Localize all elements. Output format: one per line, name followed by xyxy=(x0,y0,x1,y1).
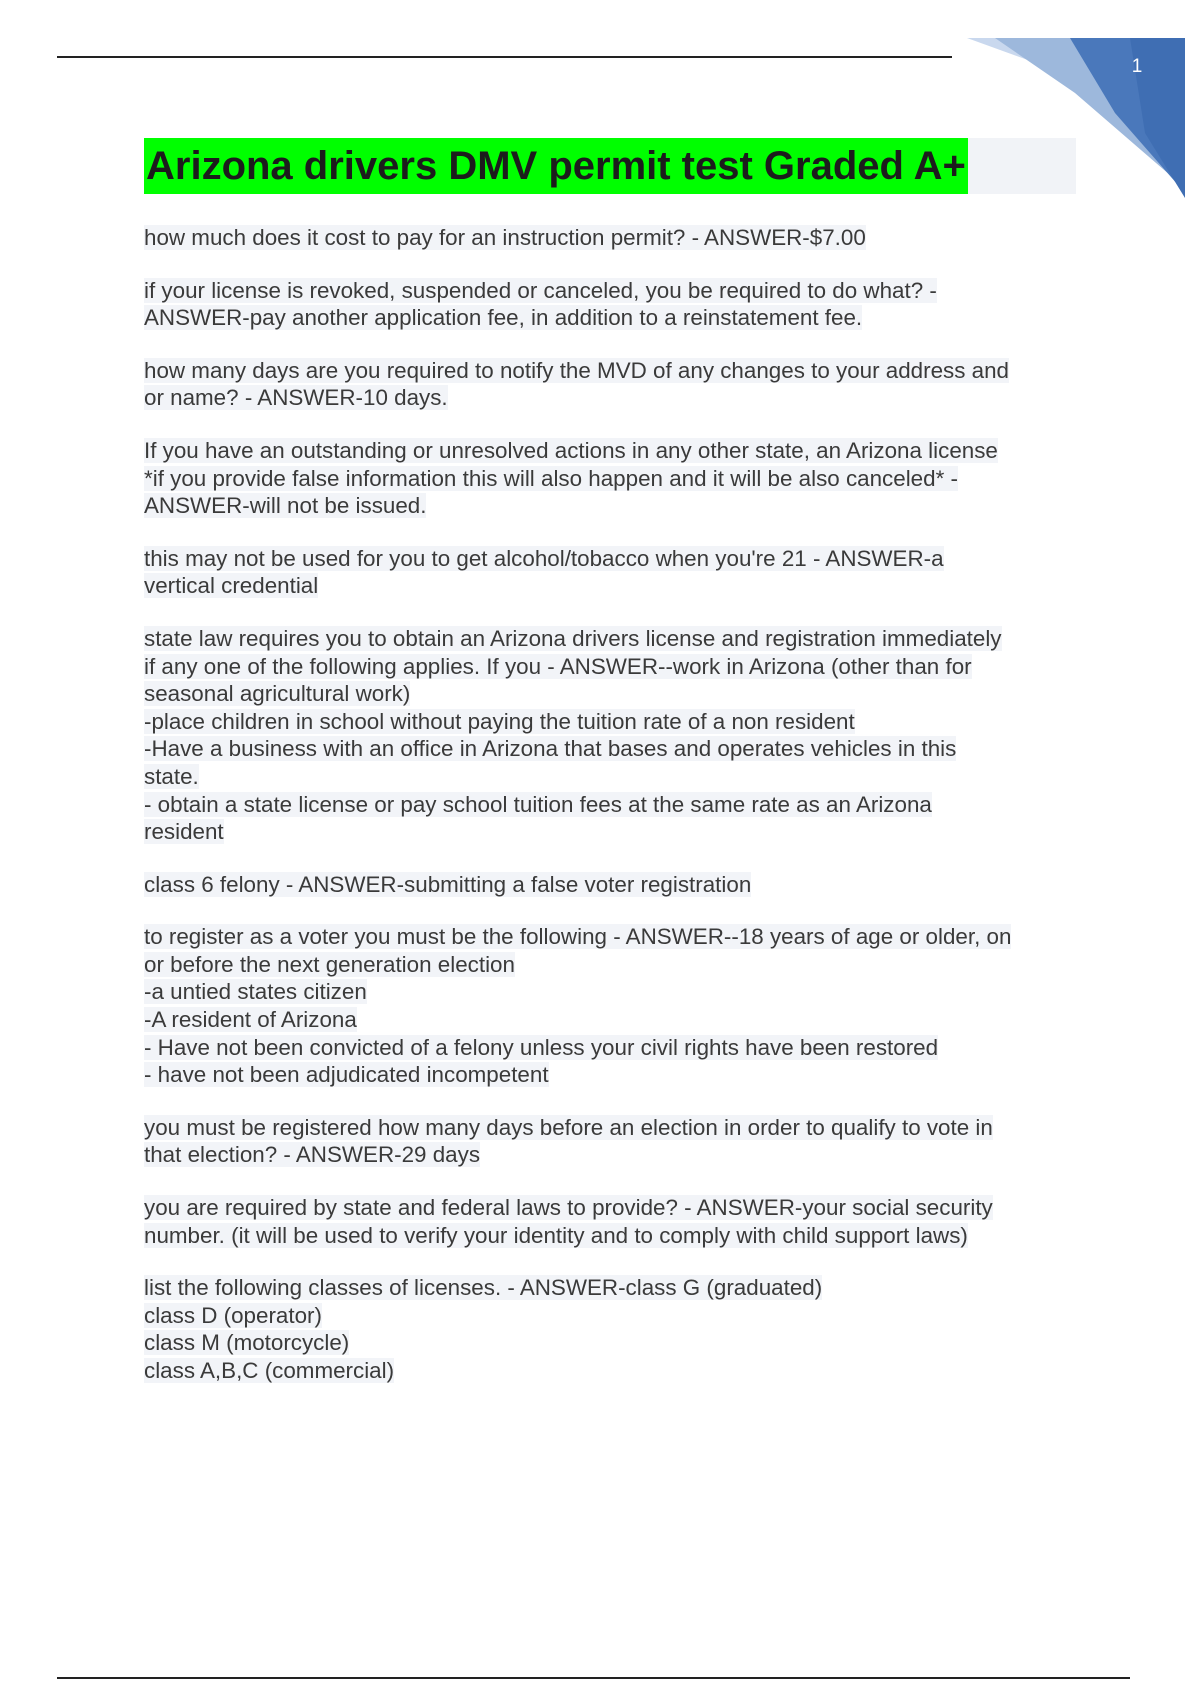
qa-item xyxy=(144,871,1079,899)
qa-line xyxy=(144,951,1079,979)
qa-item xyxy=(144,437,1079,520)
qa-line xyxy=(144,1006,1079,1034)
qa-item xyxy=(144,1274,1079,1384)
qa-line-text: how much does it cost to pay for an instruction permit? - ANSWER-$7.00 xyxy=(144,225,866,250)
footer-rule xyxy=(57,1677,1130,1679)
qa-line-text: you are required by state and federal laws to provide? - ANSWER-your social security xyxy=(144,1195,993,1221)
qa-line xyxy=(144,653,1079,681)
page-number: 1 xyxy=(1131,56,1143,77)
qa-line xyxy=(144,1329,1079,1357)
qa-line xyxy=(144,1141,1079,1169)
qa-line-text: *if you provide false information this will also happen and it will be also canceled* - xyxy=(144,465,958,491)
qa-line xyxy=(144,708,1079,736)
qa-line xyxy=(144,1114,1079,1142)
qa-line-text: - Have not been convicted of a felony unless your civil rights have been restored xyxy=(144,1034,939,1060)
qa-line xyxy=(144,465,1079,493)
qa-line xyxy=(144,1357,1079,1385)
qa-line xyxy=(144,791,1079,819)
qa-line xyxy=(144,384,1079,412)
qa-line xyxy=(144,1194,1079,1222)
qa-line xyxy=(144,735,1079,763)
qa-line xyxy=(144,437,1079,465)
qa-item xyxy=(144,625,1079,846)
qa-line xyxy=(144,625,1079,653)
qa-line-text: or before the next generation election xyxy=(144,951,515,977)
qa-line xyxy=(144,572,1079,600)
qa-line xyxy=(144,680,1079,708)
qa-line xyxy=(144,978,1079,1006)
qa-line xyxy=(144,492,1079,520)
qa-line-text: class D (operator) xyxy=(144,1302,322,1328)
qa-line-text: number. (it will be used to verify your identity and to comply with child support laws) xyxy=(144,1222,968,1248)
qa-line-text: -A resident of Arizona xyxy=(144,1007,357,1033)
qa-line-text: resident xyxy=(144,819,224,845)
document-body xyxy=(144,138,1079,1410)
qa-line xyxy=(144,1222,1079,1250)
qa-line-text: if any one of the following applies. If you - ANSWER--work in Arizona (other than for xyxy=(144,653,972,679)
document-title: Arizona drivers DMV permit test Graded A+ xyxy=(144,138,968,194)
qa-item xyxy=(144,923,1079,1089)
qa-line xyxy=(144,277,1079,305)
qa-item xyxy=(144,224,1079,252)
qa-line xyxy=(144,1034,1079,1062)
qa-line xyxy=(144,871,1079,899)
qa-item xyxy=(144,1114,1079,1169)
qa-line-text: If you have an outstanding or unresolved actions in any other state, an Arizona license xyxy=(144,437,998,463)
qa-line-text: or name? - ANSWER-10 days. xyxy=(144,385,448,411)
qa-line xyxy=(144,545,1079,573)
qa-line-text: -Have a business with an office in Arizona that bases and operates vehicles in this xyxy=(144,736,957,762)
qa-line-text: class M (motorcycle) xyxy=(144,1330,350,1356)
title-block xyxy=(144,138,1076,194)
qa-list xyxy=(144,224,1079,1385)
qa-line xyxy=(144,357,1079,385)
qa-line-text: seasonal agricultural work) xyxy=(144,681,411,707)
qa-line xyxy=(144,1274,1079,1302)
qa-line xyxy=(144,763,1079,791)
qa-line-text: ANSWER-pay another application fee, in addition to a reinstatement fee. xyxy=(144,305,863,331)
qa-line xyxy=(144,818,1079,846)
qa-line xyxy=(144,1061,1079,1089)
qa-item xyxy=(144,1194,1079,1249)
qa-line-text: to register as a voter you must be the following - ANSWER--18 years of age or older, on xyxy=(144,924,1012,950)
qa-line-text: state. xyxy=(144,763,199,789)
qa-line-text: you must be registered how many days before an election in order to qualify to vote in xyxy=(144,1114,993,1140)
qa-line xyxy=(144,304,1079,332)
qa-line-text: this may not be used for you to get alcohol/tobacco when you're 21 - ANSWER-a xyxy=(144,545,944,571)
qa-line-text: that election? - ANSWER-29 days xyxy=(144,1142,481,1168)
qa-line-text: ANSWER-will not be issued. xyxy=(144,493,427,519)
qa-line-text: -place children in school without paying the tuition rate of a non resident xyxy=(144,708,855,734)
qa-line-text: if your license is revoked, suspended or canceled, you be required to do what? - xyxy=(144,277,937,303)
qa-line-text: state law requires you to obtain an Arizona drivers license and registration immediately xyxy=(144,625,1002,651)
qa-line-text: list the following classes of licenses. - ANSWER-class G (graduated) xyxy=(144,1275,823,1301)
qa-line xyxy=(144,923,1079,951)
qa-line xyxy=(144,224,1079,252)
qa-line xyxy=(144,1302,1079,1330)
qa-item xyxy=(144,357,1079,412)
qa-line-text: how many days are you required to notify the MVD of any changes to your address and xyxy=(144,357,1010,383)
qa-line-text: - obtain a state license or pay school tuition fees at the same rate as an Arizona xyxy=(144,791,932,817)
qa-line-text: vertical credential xyxy=(144,573,319,599)
qa-item xyxy=(144,545,1079,600)
qa-line-text: class 6 felony - ANSWER-submitting a false voter registration xyxy=(144,871,752,897)
qa-line-text: -a untied states citizen xyxy=(144,979,367,1005)
qa-item xyxy=(144,277,1079,332)
qa-line-text: class A,B,C (commercial) xyxy=(144,1358,395,1383)
header-rule xyxy=(57,56,952,58)
qa-line-text: - have not been adjudicated incompetent xyxy=(144,1062,549,1088)
